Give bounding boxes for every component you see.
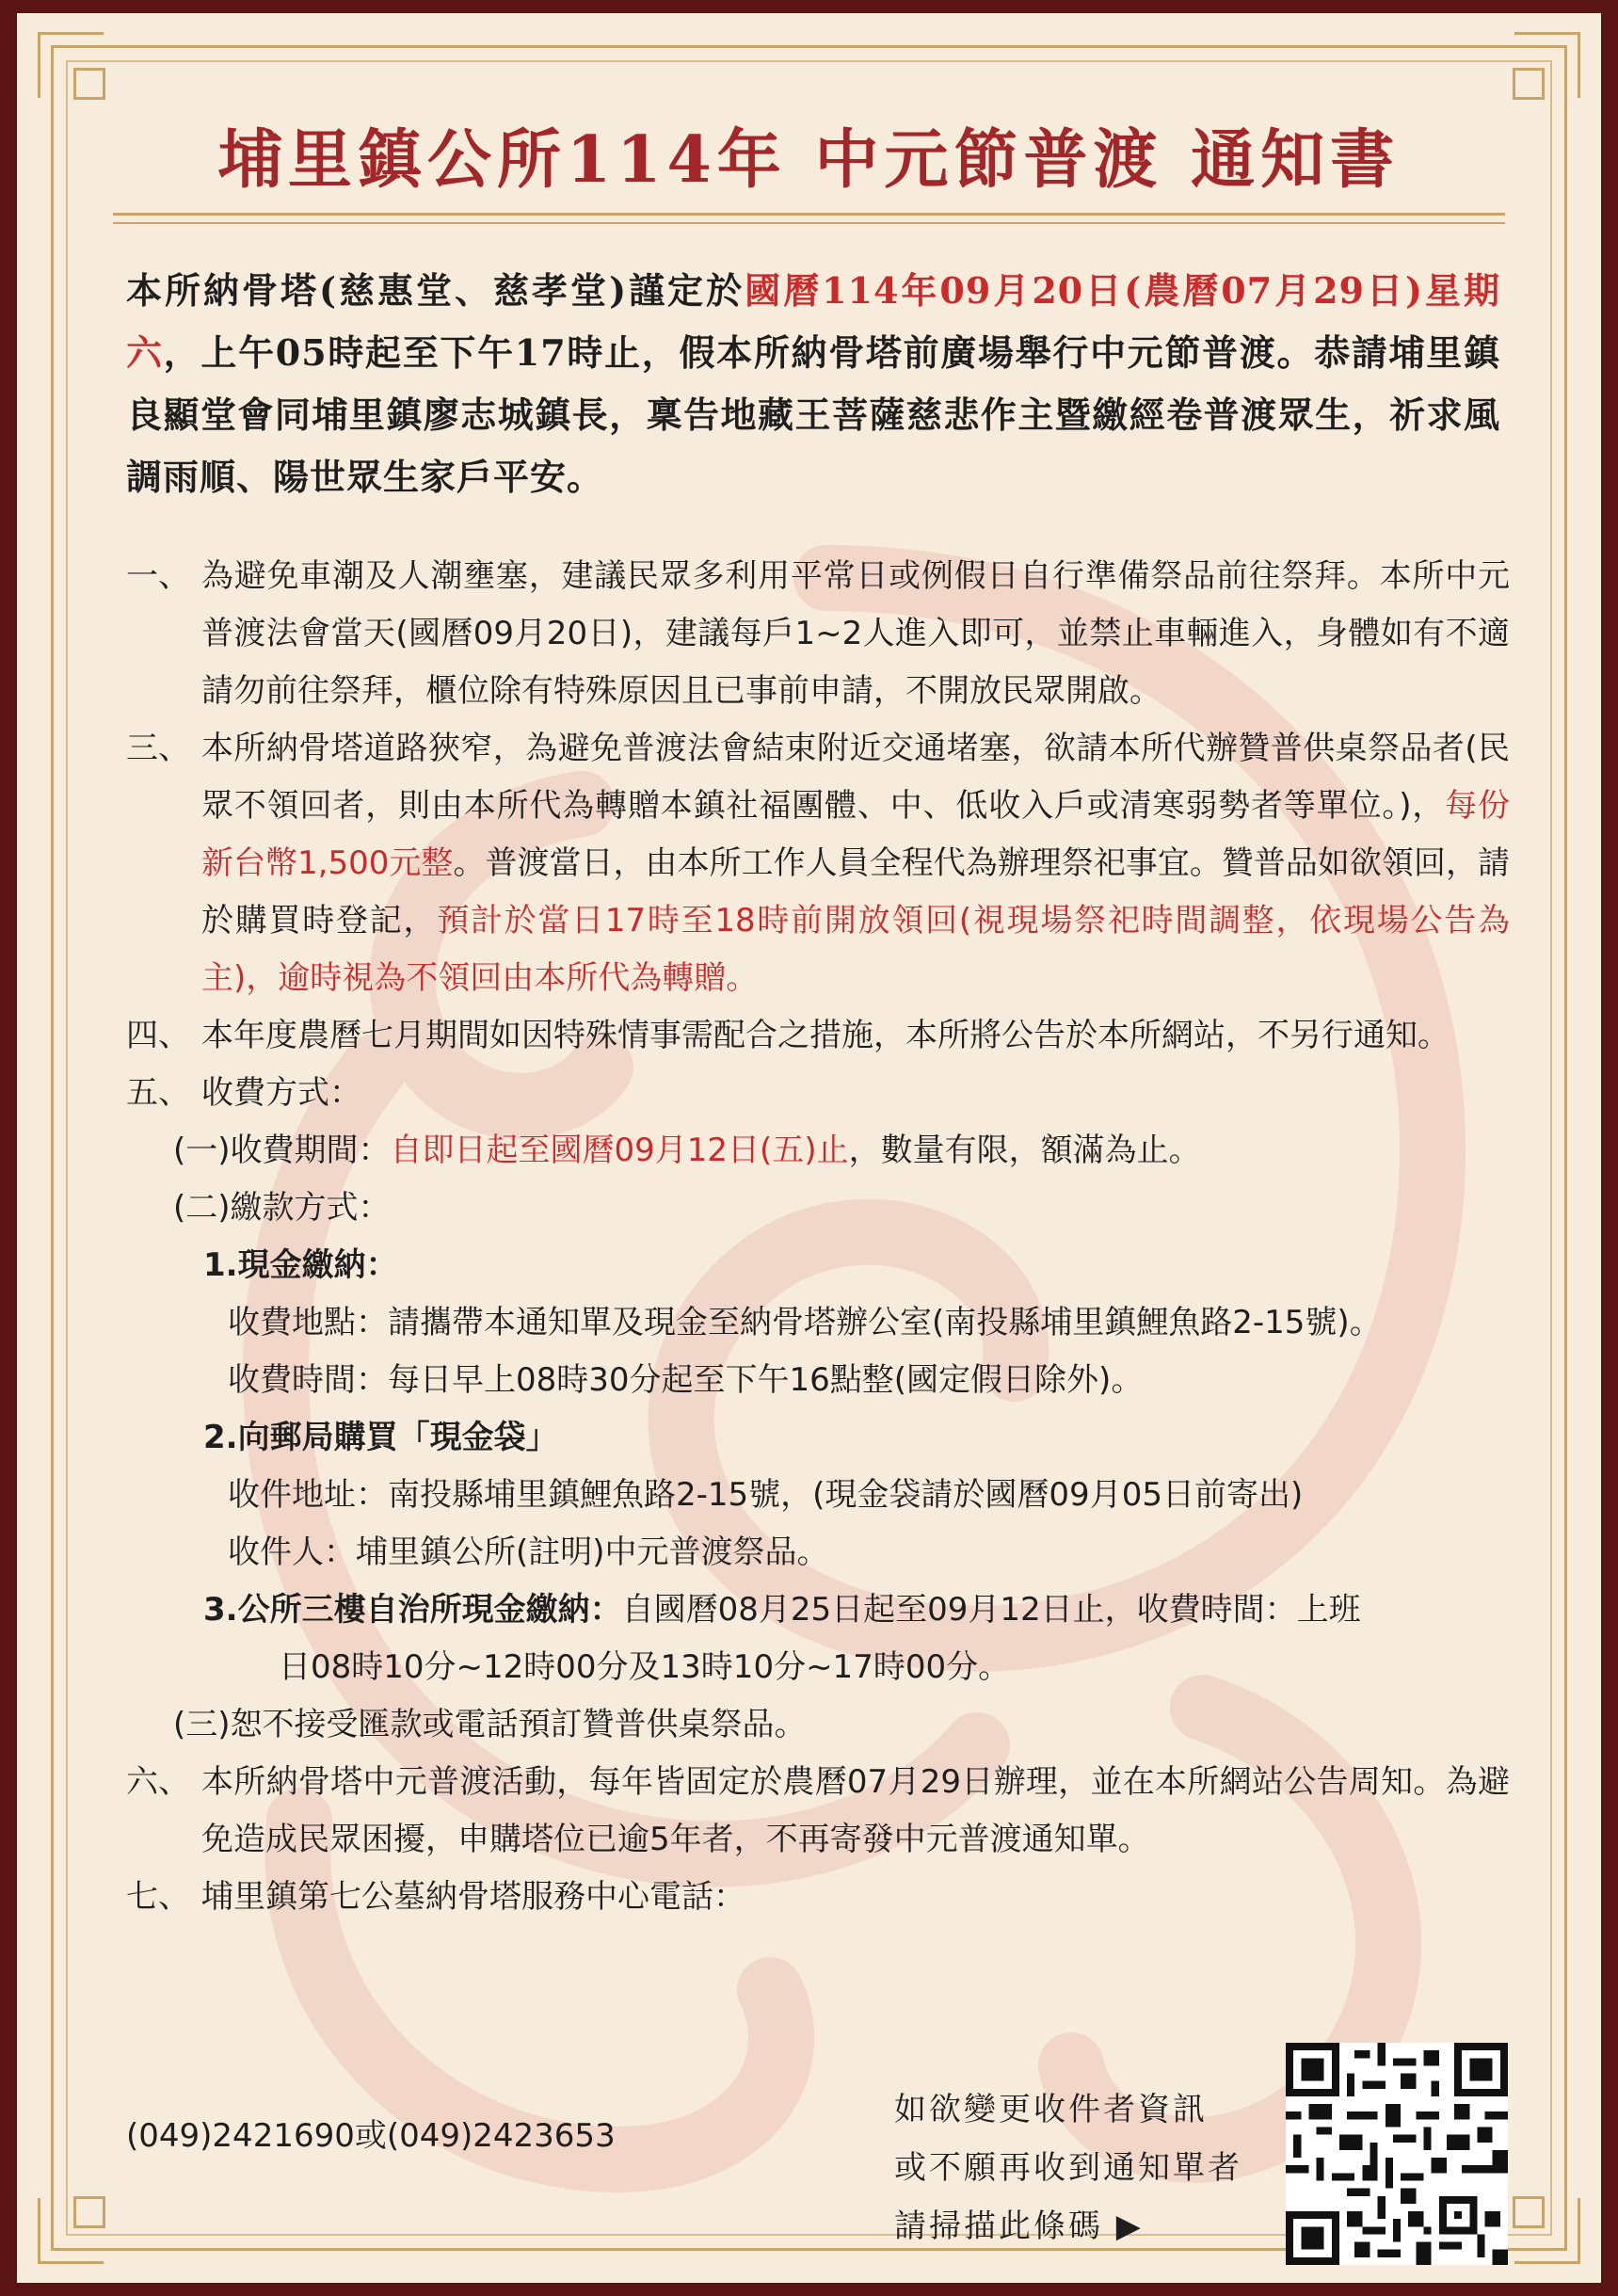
qr-note-line: 如欲變更收件者資訊 bbox=[894, 2091, 1208, 2128]
price-highlight: 每份新台幣1,500元整 bbox=[201, 787, 1510, 882]
item-seven bbox=[126, 1869, 1510, 1926]
method-office-title: 3.公所三樓自治所現金繳納： bbox=[203, 1591, 622, 1629]
intro-text: 本所納骨塔(慈惠堂、慈孝堂)謹定於 bbox=[126, 269, 745, 312]
item-number: 三、 bbox=[126, 730, 190, 767]
method-cash-title: 1.現金繳納： bbox=[203, 1246, 398, 1284]
item-number: 五、 bbox=[126, 1074, 190, 1112]
pickup-highlight: 預計於當日17時至18時前開放領回(視現場祭祀時間調整，依現場公告為主)，逾時視為不領回由本所代為轉贈。 bbox=[201, 902, 1511, 997]
method-post-recipient: 收件人：埔里鎮公所(註明)中元普渡祭品。 bbox=[228, 1533, 829, 1571]
payment-method-label: (二)繳款方式： bbox=[173, 1189, 391, 1227]
method-post-title: 2.向郵局購買「現金袋」 bbox=[203, 1419, 558, 1456]
corner-square bbox=[1513, 68, 1545, 100]
notice-body bbox=[126, 548, 1510, 1926]
method-post-address: 收件地址：南投縣埔里鎮鯉魚路2-15號，(現金袋請於國曆09月05日前寄出) bbox=[228, 1476, 1304, 1514]
method-office-text-2: 日08時10分~12時00分及13時10分~17時00分。 bbox=[279, 1648, 1011, 1686]
method-cash-place: 收費地點：請攜帶本通知單及現金至納骨塔辦公室(南投縣埔里鎮鯉魚路2-15號)。 bbox=[228, 1304, 1382, 1341]
item-text-part: 本所納骨塔道路狹窄，為避免普渡法會結束附近交通堵塞，欲請本所代辦贊普供桌祭品者(民眾不領回者，則由本所代為轉贈本鎮社福團體、中、低收入戶或清寒弱勢者等單位。)， bbox=[201, 730, 1510, 825]
item-number: 四、 bbox=[126, 1017, 190, 1054]
intro-paragraph bbox=[126, 260, 1500, 508]
notice-paper bbox=[17, 13, 1601, 2283]
item-text: 本年度農曆七月期間如因特殊情事需配合之措施，本所將公告於本所網站，不另行通知。 bbox=[201, 1017, 1450, 1054]
item-four bbox=[126, 1007, 1510, 1065]
period-highlight: 自即日起至國曆09月12日(五)止 bbox=[390, 1132, 849, 1169]
item-three bbox=[126, 720, 1510, 1007]
item-text: 為避免車潮及人潮壅塞，建議民眾多利用平常日或例假日自行準備祭品前往祭拜。本所中元普渡法會當天(國曆09月20日)，建議每戶1~2人進入即可，並禁止車輛進入，身體如有不適請勿前往祭拜，櫃位除有特殊原因且已事前申請，不開放民眾開啟。 bbox=[201, 557, 1510, 710]
item-five bbox=[126, 1065, 1510, 1122]
corner-square bbox=[1513, 2196, 1545, 2228]
intro-date: 國曆114年09月20日(農曆07月29日)星期六 bbox=[126, 269, 1500, 374]
item-text: 本所納骨塔中元普渡活動，每年皆固定於農曆07月29日辦理，並在本所網站公告周知。為避免造成民眾困擾，申購塔位已逾5年者，不再寄發中元普渡通知單。 bbox=[201, 1763, 1510, 1858]
page-title: 埔里鎮公所114年 中元節普渡 通知書 bbox=[217, 122, 1401, 198]
qr-note-line: 請掃描此條碼 ▶ bbox=[894, 2208, 1144, 2245]
item-text bbox=[201, 720, 1510, 1007]
item-one bbox=[126, 548, 1510, 720]
item-number: 一、 bbox=[126, 557, 190, 595]
corner-square bbox=[73, 2196, 105, 2228]
item-number: 六、 bbox=[126, 1763, 190, 1801]
method-office bbox=[126, 1582, 1510, 1696]
no-remittance: (三)恕不接受匯款或電話預訂贊普供桌祭品。 bbox=[173, 1706, 807, 1743]
method-office-text: 自國曆08月25日起至09月12日止，收費時間：上班 bbox=[621, 1591, 1361, 1629]
qr-note-line: 或不願再收到通知單者 bbox=[894, 2149, 1242, 2187]
title-divider bbox=[113, 213, 1505, 224]
item-six bbox=[126, 1754, 1510, 1869]
method-cash-time: 收費時間：每日早上08時30分起至下午16點整(國定假日除外)。 bbox=[228, 1361, 1144, 1399]
item-text: 收費方式： bbox=[201, 1074, 361, 1112]
period-tail: ，數量有限，額滿為止。 bbox=[848, 1132, 1201, 1169]
item-number: 七、 bbox=[126, 1878, 190, 1916]
corner-square bbox=[73, 68, 105, 100]
qr-note bbox=[894, 2080, 1242, 2256]
period-label: (一)收費期間： bbox=[173, 1132, 391, 1169]
intro-text: ，上午05時起至下午17時止，假本所納骨塔前廣場舉行中元節普渡。恭請埔里鎮良顯堂會同埔里鎮廖志城鎮長，稟告地藏王菩薩慈悲作主暨繳經卷普渡眾生，祈求風調雨順、陽世眾生家戶平安。 bbox=[126, 331, 1500, 498]
item-text-part: 。普渡當日，由本所工作人員全程代為辦理祭祀事宜。贊普品如欲領回，請於購買時登記， bbox=[201, 844, 1511, 939]
payment-period bbox=[126, 1122, 1510, 1180]
service-phone: (049)2421690或(049)2423653 bbox=[126, 2117, 616, 2155]
item-text: 埔里鎮第七公墓納骨塔服務中心電話： bbox=[201, 1878, 745, 1916]
qr-code[interactable] bbox=[1286, 2043, 1508, 2265]
